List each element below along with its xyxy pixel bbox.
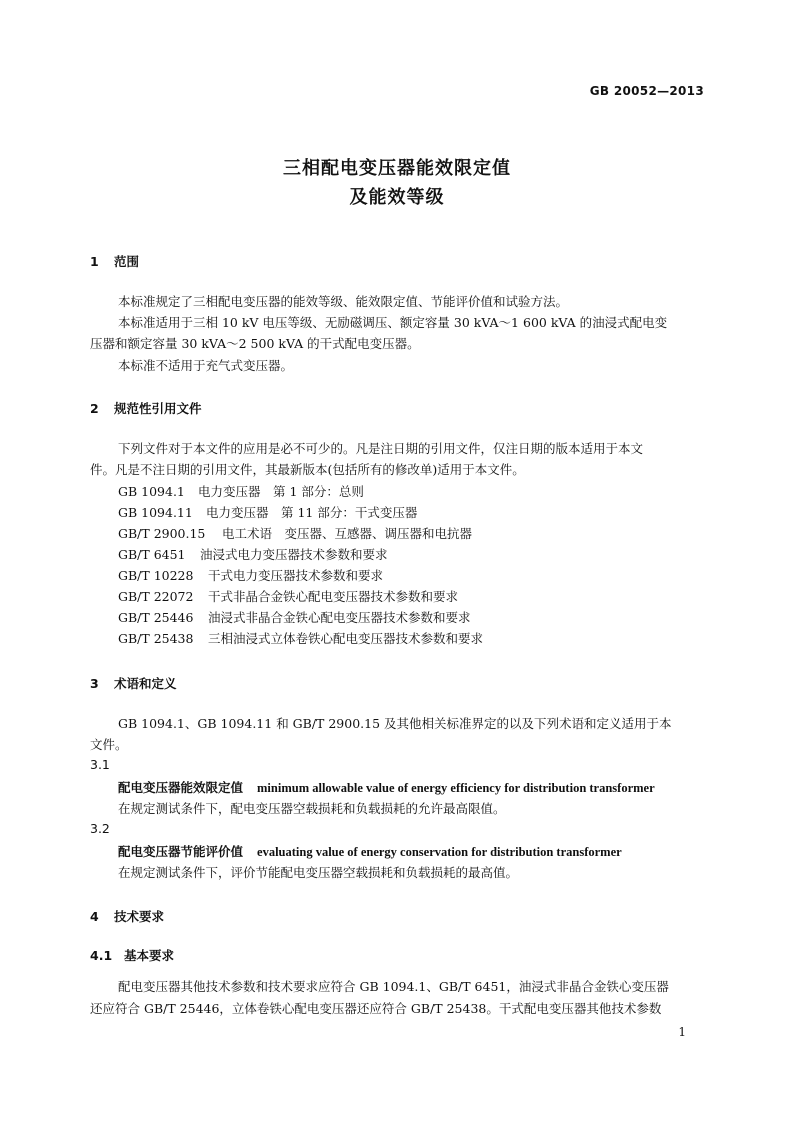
- section-title: 规范性引用文件: [114, 401, 202, 416]
- paragraph-continuation: 压器和额定容量 30 kVA～2 500 kVA 的干式配电变压器。: [90, 336, 420, 351]
- reference-title: 油浸式非晶合金铁心配电变压器技术参数和要求: [208, 610, 471, 625]
- normative-references-list: [118, 481, 483, 649]
- reference-title: 油浸式电力变压器技术参数和要求: [200, 547, 388, 562]
- section-title: 技术要求: [114, 909, 165, 924]
- subsection-number: 4.1: [90, 948, 113, 963]
- term-entry: [118, 777, 655, 799]
- reference-item: [118, 586, 483, 607]
- subsection-title: 基本要求: [124, 948, 175, 963]
- reference-code: GB 1094.1: [118, 484, 185, 499]
- paragraph: 本标准规定了三相配电变压器的能效等级、能效限定值、节能评价值和试验方法。: [118, 294, 569, 309]
- page-number: 1: [678, 1025, 686, 1039]
- paragraph-continuation: 件。凡是不注日期的引用文件，其最新版本(包括所有的修改单)适用于本文件。: [90, 462, 525, 477]
- term-number: 3.2: [90, 821, 110, 836]
- reference-item: [118, 565, 483, 586]
- section-2-heading: [90, 399, 202, 417]
- reference-code: GB/T 6451: [118, 547, 186, 562]
- reference-item: [118, 544, 483, 565]
- paragraph-continuation: 文件。: [90, 737, 128, 752]
- section-title: 范围: [114, 254, 140, 269]
- reference-title: 干式电力变压器技术参数和要求: [208, 568, 384, 583]
- term-english: minimum allowable value of energy efficiency for distribution transformer: [257, 781, 655, 795]
- section-3-heading: [90, 674, 177, 692]
- term-english: evaluating value of energy conservation for distribution transformer: [257, 845, 622, 859]
- reference-code: GB/T 25446: [118, 610, 194, 625]
- reference-code: GB/T 2900.15: [118, 526, 206, 541]
- term-entry: [118, 841, 622, 863]
- paragraph: 本标准不适用于充气式变压器。: [118, 358, 294, 373]
- term-number: 3.1: [90, 757, 110, 772]
- reference-item: [118, 481, 483, 502]
- reference-item: [118, 523, 483, 544]
- document-title-line2: 及能效等级: [349, 187, 445, 208]
- section-number: 3: [90, 676, 99, 691]
- document-title-line1: 三相配电变压器能效限定值: [283, 158, 511, 179]
- term-definition: 在规定测试条件下，评价节能配电变压器空载损耗和负载损耗的最高值。: [118, 865, 519, 880]
- term-chinese: 配电变压器节能评价值: [118, 844, 244, 859]
- reference-code: GB/T 25438: [118, 631, 194, 646]
- section-number: 1: [90, 254, 99, 269]
- paragraph-continuation: 还应符合 GB/T 25446，立体卷铁心配电变压器还应符合 GB/T 25438。干式配电变压器其他技术参数: [90, 1001, 662, 1016]
- term-chinese: 配电变压器能效限定值: [118, 780, 244, 795]
- section-number: 2: [90, 401, 99, 416]
- section-title: 术语和定义: [114, 676, 177, 691]
- reference-code: GB/T 22072: [118, 589, 194, 604]
- paragraph: GB 1094.1、GB 1094.11 和 GB/T 2900.15 及其他相关标准界定的以及下列术语和定义适用于本: [118, 716, 672, 731]
- reference-code: GB 1094.11: [118, 505, 193, 520]
- section-4-heading: [90, 907, 164, 925]
- reference-item: [118, 607, 483, 628]
- section-number: 4: [90, 909, 99, 924]
- reference-title: 电工术语 变压器、互感器、调压器和电抗器: [222, 526, 473, 541]
- standard-number: GB 20052—2013: [589, 84, 704, 98]
- reference-item: [118, 502, 483, 523]
- reference-title: 电力变压器 第 1 部分：总则: [198, 484, 364, 499]
- reference-title: 三相油浸式立体卷铁心配电变压器技术参数和要求: [208, 631, 484, 646]
- reference-item: [118, 628, 483, 649]
- paragraph: 本标准适用于三相 10 kV 电压等级、无励磁调压、额定容量 30 kVA～1 600 kVA 的油浸式配电变: [118, 315, 668, 330]
- section-1-heading: [90, 252, 139, 270]
- reference-title: 干式非晶合金铁心配电变压器技术参数和要求: [208, 589, 459, 604]
- paragraph: 下列文件对于本文件的应用是必不可少的。凡是注日期的引用文件，仅注日期的版本适用于本文: [118, 441, 644, 456]
- reference-title: 电力变压器 第 11 部分：干式变压器: [206, 505, 418, 520]
- subsection-4-1-heading: [90, 946, 174, 964]
- paragraph: 配电变压器其他技术参数和技术要求应符合 GB 1094.1、GB/T 6451，油浸式非晶合金铁心变压器: [118, 979, 669, 994]
- reference-code: GB/T 10228: [118, 568, 194, 583]
- term-definition: 在规定测试条件下，配电变压器空载损耗和负载损耗的允许最高限值。: [118, 801, 506, 816]
